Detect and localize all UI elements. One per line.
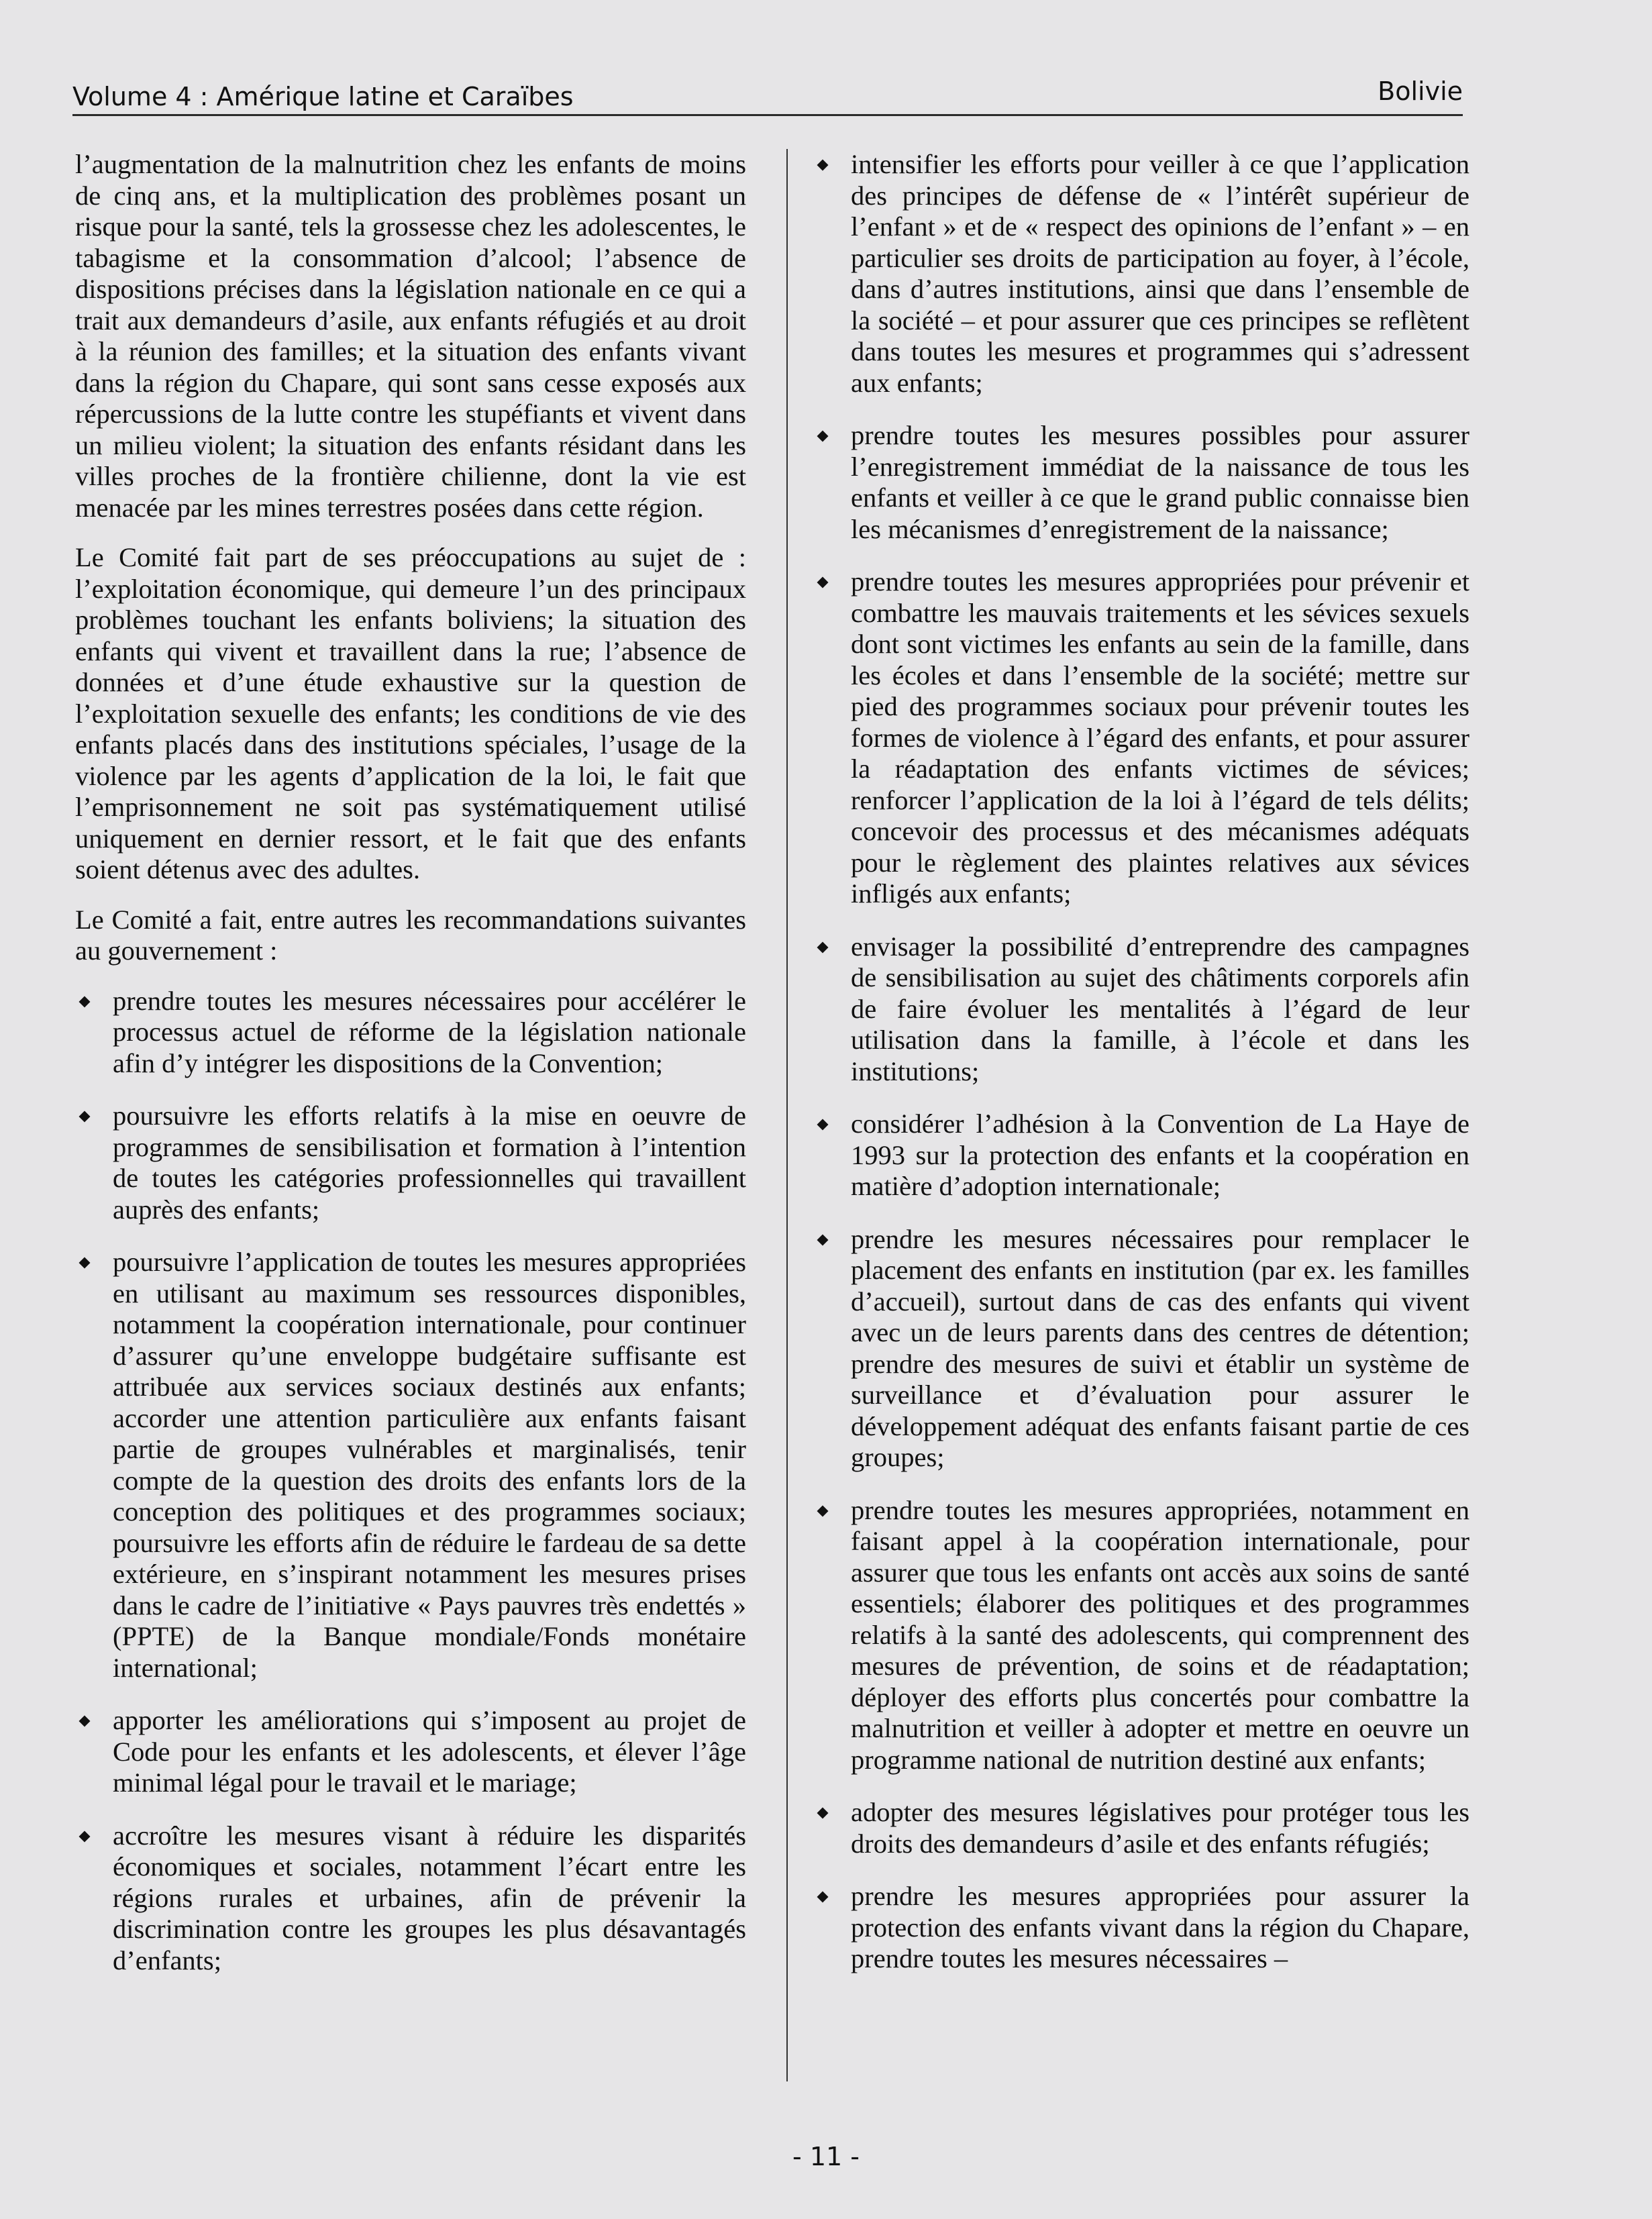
list-item-text: intensifier les efforts pour veiller à ce que l’application des principes de défense de « l’intérêt supérieur de l’enfant » et de « respect des opinions de l’enfant » – en particulier ses droits de participation au foyer, à l’école, dans d’autres institutions, ainsi que dans l’ensemble de la société – et pour assurer que ces principes se reflètent dans toutes les mesures et programmes qui s’adressent aux enfants; xyxy=(851,149,1469,398)
paragraph: l’augmentation de la malnutrition chez les enfants de moins de cinq ans, et la multiplication des problèmes posant un risque pour la santé, tels la grossesse chez les adolescentes, le tabagisme et la consommation d’alcool; l’absence de dispositions précises dans la législation nationale en ce qui a trait aux demandeurs d’asile, aux enfants réfugiés et au droit à la réunion des familles; et la situation des enfants vivant dans la région du Chapare, qui sont sans cesse exposés aux répercussions de la lutte contre les stupéfiants et vivent dans un milieu violent; la situation des enfants résidant dans les villes proches de la frontière chilienne, dont la vie est menacée par les mines terrestres posées dans cette région. xyxy=(75,149,746,523)
right-column xyxy=(813,149,1469,1996)
list-item xyxy=(813,931,1469,1088)
list-item-text: adopter des mesures législatives pour protéger tous les droits des demandeurs d’asile et des enfants réfugiés; xyxy=(851,1797,1469,1859)
header-volume-title: Volume 4 : Amérique latine et Caraïbes xyxy=(72,82,574,111)
list-item-text: prendre toutes les mesures nécessaires pour accélérer le processus actuel de réforme de la législation nationale afin d’y intégrer les dispositions de la Convention; xyxy=(113,985,746,1078)
paragraph: Le Comité fait part de ses préoccupations au sujet de : l’exploitation économique, qui demeure l’un des principaux problèmes touchant les enfants boliviens; la situation des enfants qui vivent et travaillent dans la rue; l’absence de données et d’une étude exhaustive sur la question de l’exploitation sexuelle des enfants; les conditions de vie des enfants placés dans des institutions spéciales, l’usage de la violence par les agents d’application de la loi, le fait que l’emprisonnement ne soit pas systématiquement utilisé uniquement en dernier ressort, et le fait que des enfants soient détenus avec des adultes. xyxy=(75,542,746,884)
list-item-text: envisager la possibilité d’entreprendre des campagnes de sensibilisation au sujet des châtiments corporels afin de faire évoluer les mentalités à l’égard de leur utilisation dans la famille, à l’école et dans les institutions; xyxy=(851,931,1469,1086)
list-item-text: considérer l’adhésion à la Convention de La Haye de 1993 sur la protection des enfants et la coopération en matière d’adoption internationale; xyxy=(851,1108,1469,1201)
bullet-icon xyxy=(817,1234,829,1245)
list-item-text: accroître les mesures visant à réduire les disparités économiques et sociales, notamment l’écart entre les régions rurales et urbaines, afin de prévenir la discrimination contre les groupes les plus désavantagés d’enfants; xyxy=(113,1820,746,1975)
list-item-text: apporter les améliorations qui s’imposent au projet de Code pour les enfants et les adolescents, et élever l’âge minimal légal pour le travail et le mariage; xyxy=(113,1705,746,1798)
column-divider xyxy=(786,149,788,2081)
bullet-icon xyxy=(79,1716,91,1727)
left-column xyxy=(75,149,746,1998)
bullet-icon xyxy=(79,1111,91,1123)
bullet-icon xyxy=(817,1808,829,1819)
recommendation-list xyxy=(813,149,1469,1975)
list-item-text: prendre les mesures appropriées pour assurer la protection des enfants vivant dans la région du Chapare, prendre toutes les mesures nécessaires – xyxy=(851,1881,1469,1973)
header-country: Bolivie xyxy=(1378,76,1463,106)
page-number: - 11 - xyxy=(792,2142,860,2171)
bullet-icon xyxy=(79,1830,91,1842)
list-item-text: prendre toutes les mesures appropriées pour prévenir et combattre les mauvais traitements et les sévices sexuels dont sont victimes les enfants au sein de la famille, dans les écoles et dans l’ensemble de la société; mettre sur pied des programmes sociaux pour prévenir toutes les formes de violence à l’égard des enfants, et pour assurer la réadaptation des enfants victimes de sévices; renforcer l’application de la loi à l’égard de tels délits; concevoir des processus et des mécanismes adéquats pour le règlement des plaintes relatives aux sévices infligés aux enfants; xyxy=(851,566,1469,909)
list-item xyxy=(75,1100,746,1225)
bullet-icon xyxy=(817,431,829,442)
bullet-icon xyxy=(817,577,829,588)
list-item xyxy=(75,1820,746,1977)
list-item-text: poursuivre les efforts relatifs à la mise en oeuvre de programmes de sensibilisation et formation à l’intention de toutes les catégories professionnelles qui travaillent auprès des enfants; xyxy=(113,1100,746,1225)
list-item xyxy=(75,986,746,1080)
bullet-icon xyxy=(817,941,829,953)
bullet-icon xyxy=(817,1892,829,1903)
list-item-text: poursuivre l’application de toutes les mesures appropriées en utilisant au maximum ses ressources disponibles, notamment la coopération internationale, pour continuer d’assurer qu’une enveloppe budgétaire suffisante est attribuée aux services sociaux destinés aux enfants; accorder une attention particulière aux enfants faisant partie de groupes vulnérables et marginalisés, tenir compte de la question des droits des enfants lors de la conception des politiques et des programmes sociaux; poursuivre les efforts afin de réduire le fardeau de sa dette extérieure, en s’inspirant notamment les mesures prises dans le cadre de l’initiative « Pays pauvres très endettés » (PPTE) de la Banque mondiale/Fonds monétaire international; xyxy=(113,1247,746,1683)
running-header xyxy=(72,67,1463,116)
list-item xyxy=(75,1247,746,1684)
list-item-text: prendre les mesures nécessaires pour remplacer le placement des enfants en institution (par ex. les familles d’accueil), surtout dans de cas des enfants qui vivent avec un de leurs parents dans des centres de détention; prendre des mesures de suivi et établir un système de surveillance et d’évaluation pour assurer le développement adéquat des enfants faisant partie de ces groupes; xyxy=(851,1223,1469,1472)
list-item-text: prendre toutes les mesures appropriées, notamment en faisant appel à la coopération internationale, pour assurer que tous les enfants ont accès aux soins de santé essentiels; élaborer des politiques et des programmes relatifs à la santé des adolescents, qui comprennent des mesures de prévention, de soins et de réadaptation; déployer des efforts plus concertés pour combattre la malnutrition et veiller à adopter et mettre en oeuvre un programme national de nutrition destiné aux enfants; xyxy=(851,1494,1469,1775)
list-item xyxy=(75,1705,746,1799)
list-item xyxy=(813,1224,1469,1474)
list-item xyxy=(813,1797,1469,1859)
bullet-icon xyxy=(817,1119,829,1131)
bullet-icon xyxy=(79,996,91,1007)
bullet-icon xyxy=(817,160,829,171)
list-item xyxy=(813,566,1469,910)
list-item xyxy=(813,420,1469,545)
list-item xyxy=(813,1495,1469,1776)
bullet-icon xyxy=(79,1257,91,1269)
list-item xyxy=(813,149,1469,399)
bullet-icon xyxy=(817,1505,829,1516)
paragraph: Le Comité a fait, entre autres les recommandations suivantes au gouvernement : xyxy=(75,904,746,966)
list-item xyxy=(813,1108,1469,1202)
list-item-text: prendre toutes les mesures possibles pour assurer l’enregistrement immédiat de la naissance de tous les enfants et veiller à ce que le grand public connaisse bien les mécanismes d’enregistrement de la naissance; xyxy=(851,420,1469,544)
recommendation-list xyxy=(75,986,746,1977)
list-item xyxy=(813,1881,1469,1975)
